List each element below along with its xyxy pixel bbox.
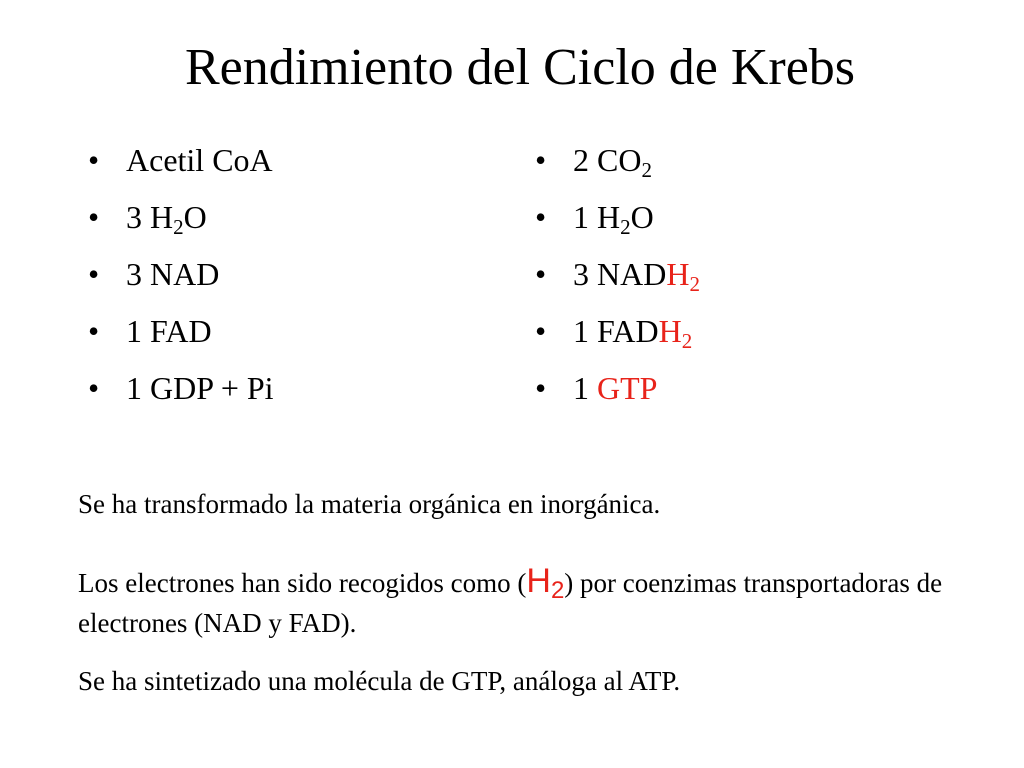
item-text: 1 GDP + Pi bbox=[126, 370, 274, 406]
summary-paragraph-2 bbox=[78, 561, 978, 643]
item-text: 1 H bbox=[573, 199, 621, 235]
subscript: 2 bbox=[620, 215, 631, 239]
highlight-h: H bbox=[526, 562, 551, 600]
paragraph-text: Los electrones han sido recogidos como ( bbox=[78, 568, 527, 598]
slide-title: Rendimiento del Ciclo de Krebs bbox=[184, 39, 856, 96]
item-text: 1 bbox=[573, 370, 597, 406]
bullet-icon: • bbox=[88, 370, 100, 406]
subscript: 2 bbox=[641, 158, 652, 182]
item-text: 3 NAD bbox=[573, 256, 667, 292]
item-text-suffix: O bbox=[630, 199, 654, 235]
list-item-gtp bbox=[535, 364, 935, 421]
bullet-icon: • bbox=[88, 199, 100, 235]
list-item-nadh2 bbox=[535, 250, 935, 307]
item-text: 3 H bbox=[126, 199, 174, 235]
item-text: 2 CO bbox=[573, 142, 642, 178]
bullet-icon: • bbox=[88, 313, 100, 349]
bullet-icon: • bbox=[535, 256, 547, 292]
list-item-gdp-pi bbox=[88, 364, 488, 421]
highlight-gtp: GTP bbox=[597, 370, 658, 406]
list-item-acetil-coa bbox=[88, 136, 488, 193]
highlight-h2 bbox=[526, 562, 565, 604]
item-text: 1 FAD bbox=[126, 313, 212, 349]
bullet-icon: • bbox=[535, 199, 547, 235]
bullet-icon: • bbox=[535, 142, 547, 178]
paragraph-text: ) por coenzimas transportadoras de electrones (NAD y FAD). bbox=[78, 568, 943, 638]
list-item-fadh2 bbox=[535, 307, 935, 364]
list-item-co2 bbox=[535, 136, 935, 193]
item-text: 1 FAD bbox=[573, 313, 659, 349]
bullet-icon: • bbox=[535, 313, 547, 349]
bullet-icon: • bbox=[88, 142, 100, 178]
summary-paragraph-1: Se ha transformado la materia orgánica en inorgánica. bbox=[78, 489, 661, 519]
list-item-nad bbox=[88, 250, 488, 307]
subscript: 2 bbox=[550, 577, 565, 604]
summary-paragraph-3: Se ha sintetizado una molécula de GTP, análoga al ATP. bbox=[78, 666, 681, 696]
list-item-h2o bbox=[88, 193, 488, 250]
subscript: 2 bbox=[689, 272, 700, 296]
list-item-fad bbox=[88, 307, 488, 364]
reactants-list bbox=[88, 136, 488, 421]
bullet-icon: • bbox=[88, 256, 100, 292]
subscript: 2 bbox=[173, 215, 184, 239]
list-item-h2o bbox=[535, 193, 935, 250]
item-text-suffix: O bbox=[183, 199, 207, 235]
bullet-icon: • bbox=[535, 370, 547, 406]
subscript: 2 bbox=[681, 329, 693, 353]
item-text: 3 NAD bbox=[126, 256, 220, 292]
highlight-h: H bbox=[666, 256, 690, 292]
products-list bbox=[535, 136, 935, 421]
highlight-h: H bbox=[658, 313, 682, 349]
item-text: Acetil CoA bbox=[126, 142, 273, 178]
